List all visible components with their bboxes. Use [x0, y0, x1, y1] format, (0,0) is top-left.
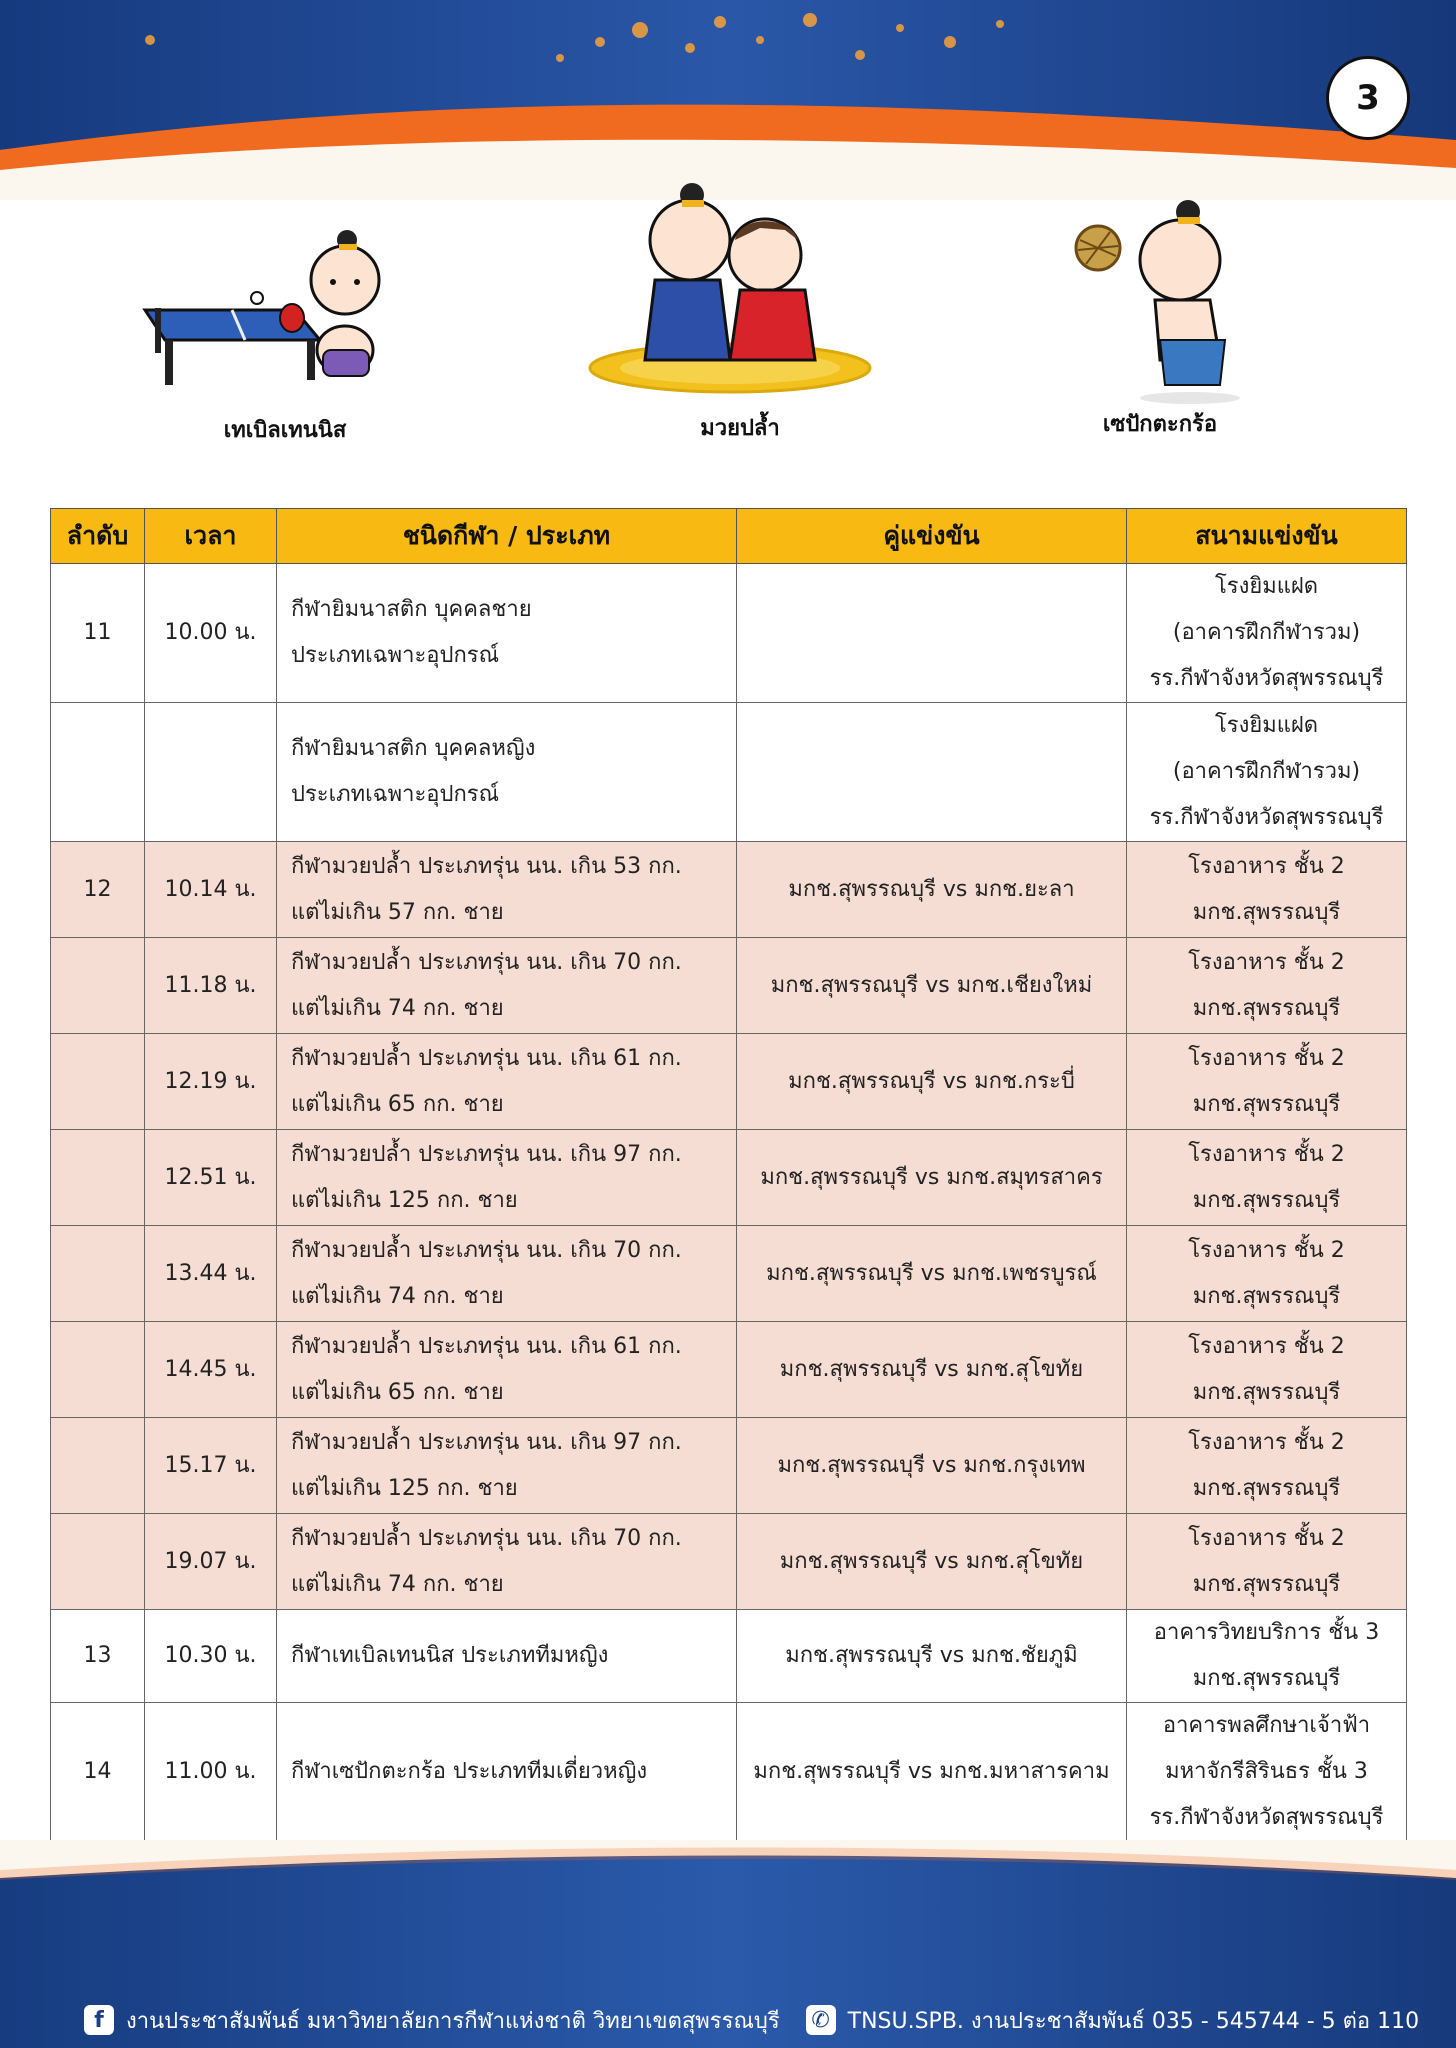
sport-caption-wrestling: มวยปล้ำ: [700, 415, 780, 441]
cell-match: [737, 1610, 1127, 1703]
cell-venue: [1127, 1322, 1407, 1418]
sport-caption-table-tennis: เทเบิลเทนนิส: [223, 417, 347, 443]
cell-order: [51, 1322, 145, 1418]
cell-venue: [1127, 1418, 1407, 1514]
header-match: คู่แข่งขัน: [737, 509, 1127, 564]
cell-time-text: 15.17 น.: [164, 1452, 257, 1478]
phone-icon: ✆: [806, 2005, 836, 2035]
cell-time-text: 11.00 น.: [164, 1759, 257, 1784]
cell-time: [145, 1226, 277, 1322]
cell-event-line: กีฬามวยปล้ำ ประเภทรุ่น นน. เกิน 61 กก.: [291, 1045, 682, 1071]
table-row: [51, 564, 1407, 703]
header-venue: สนามแข่งขัน: [1127, 509, 1407, 564]
cell-venue-line: มหาจักรีสิรินธร ชั้น 3: [1165, 1759, 1368, 1784]
cell-time-text: 11.18 น.: [164, 972, 257, 998]
cell-venue-line: โรงอาหาร ชั้น 2: [1188, 949, 1345, 975]
cell-match-text: มกช.สุพรรณบุรี vs มกช.เพชรบูรณ์: [766, 1260, 1097, 1286]
cell-event-line: แต่ไม่เกิน 74 กก. ชาย: [291, 1283, 504, 1309]
schedule-body: [51, 564, 1407, 1842]
cell-time: [145, 842, 277, 938]
cell-venue: [1127, 1610, 1407, 1703]
cell-time: [145, 1418, 277, 1514]
cell-event: [277, 703, 737, 842]
cell-venue-line: (อาคารฝึกกีฬารวม): [1172, 620, 1361, 645]
cell-match: [737, 1418, 1127, 1514]
cell-venue: [1127, 842, 1407, 938]
cell-match: [737, 1703, 1127, 1842]
cell-venue-line: (อาคารฝึกกีฬารวม): [1172, 759, 1361, 784]
cell-event: [277, 1610, 737, 1703]
table-row: [51, 1322, 1407, 1418]
cell-time-text: 12.51 น.: [164, 1164, 257, 1190]
cell-event-line: กีฬายิมนาสติก บุคคลหญิง: [291, 736, 536, 761]
cell-event-line: กีฬาเทเบิลเทนนิส ประเภททีมหญิง: [291, 1643, 609, 1668]
cell-match: [737, 938, 1127, 1034]
wrestling-mascots-icon: [580, 170, 880, 395]
page-number: 3: [1326, 56, 1410, 140]
cell-venue-line: โรงอาหาร ชั้น 2: [1188, 853, 1345, 879]
cell-match: [737, 1226, 1127, 1322]
cell-order-text: 12: [83, 876, 112, 902]
cell-time-text: 10.00 น.: [164, 620, 257, 645]
cell-time-text: 10.14 น.: [164, 876, 257, 902]
cell-venue-line: รร.กีฬาจังหวัดสุพรรณบุรี: [1149, 1805, 1384, 1830]
cell-venue-line: มกช.สุพรรณบุรี: [1192, 1379, 1341, 1405]
cell-event: [277, 1130, 737, 1226]
cell-event: [277, 938, 737, 1034]
cell-event: [277, 1418, 737, 1514]
header-time: เวลา: [145, 509, 277, 564]
cell-time: [145, 1034, 277, 1130]
cell-match-text: มกช.สุพรรณบุรี vs มกช.มหาสารคาม: [753, 1759, 1110, 1784]
cell-venue: [1127, 1703, 1407, 1842]
cell-match-text: มกช.สุพรรณบุรี vs มกช.ยะลา: [788, 876, 1075, 902]
cell-order-text: 11: [83, 620, 112, 645]
cell-event-line: แต่ไม่เกิน 65 กก. ชาย: [291, 1379, 504, 1405]
cell-order: [51, 842, 145, 938]
cell-event: [277, 1034, 737, 1130]
footer-phone-text: TNSU.SPB. งานประชาสัมพันธ์ 035 - 545744 - 5 ต่อ 110: [847, 2008, 1420, 2034]
cell-time-text: 14.45 น.: [164, 1356, 257, 1382]
cell-venue-line: โรงอาหาร ชั้น 2: [1188, 1045, 1345, 1071]
cell-venue: [1127, 703, 1407, 842]
cell-venue-line: โรงอาหาร ชั้น 2: [1188, 1333, 1345, 1359]
cell-event: [277, 1322, 737, 1418]
cell-venue-line: รร.กีฬาจังหวัดสุพรรณบุรี: [1149, 666, 1384, 691]
cell-event-line: แต่ไม่เกิน 74 กก. ชาย: [291, 995, 504, 1021]
cell-time-text: 19.07 น.: [164, 1548, 257, 1574]
cell-venue-line: มกช.สุพรรณบุรี: [1192, 1283, 1341, 1309]
cell-match-text: มกช.สุพรรณบุรี vs มกช.สุโขทัย: [779, 1548, 1084, 1574]
cell-match: [737, 1034, 1127, 1130]
cell-order: [51, 1034, 145, 1130]
cell-event-line: กีฬามวยปล้ำ ประเภทรุ่น นน. เกิน 97 กก.: [291, 1429, 682, 1455]
table-row: [51, 1130, 1407, 1226]
cell-time: [145, 1610, 277, 1703]
cell-venue: [1127, 1130, 1407, 1226]
cell-venue: [1127, 1226, 1407, 1322]
cell-event-line: กีฬามวยปล้ำ ประเภทรุ่น นน. เกิน 53 กก.: [291, 853, 682, 879]
cell-event-line: กีฬาเซปักตะกร้อ ประเภททีมเดี่ยวหญิง: [291, 1759, 648, 1784]
table-header-row: [51, 509, 1407, 564]
cell-match: [737, 842, 1127, 938]
table-row: [51, 1703, 1407, 1842]
cell-time: [145, 938, 277, 1034]
cell-event-line: กีฬามวยปล้ำ ประเภทรุ่น นน. เกิน 70 กก.: [291, 1237, 682, 1263]
cell-venue-line: มกช.สุพรรณบุรี: [1192, 1571, 1341, 1597]
cell-event-line: กีฬายิมนาสติก บุคคลชาย: [291, 597, 532, 622]
table-row: [51, 1418, 1407, 1514]
cell-venue: [1127, 938, 1407, 1034]
footer-facebook-text[interactable]: งานประชาสัมพันธ์ มหาวิทยาลัยการกีฬาแห่งชาติ วิทยาเขตสุพรรณบุรี: [126, 2008, 780, 2034]
cell-event-line: แต่ไม่เกิน 57 กก. ชาย: [291, 899, 504, 925]
table-row: [51, 1226, 1407, 1322]
cell-event-line: แต่ไม่เกิน 125 กก. ชาย: [291, 1187, 518, 1213]
cell-venue-line: มกช.สุพรรณบุรี: [1192, 899, 1341, 925]
cell-time-text: 10.30 น.: [164, 1643, 257, 1668]
header-event: ชนิดกีฬา / ประเภท: [277, 509, 737, 564]
cell-match: [737, 1514, 1127, 1610]
cell-match: [737, 1322, 1127, 1418]
cell-order: [51, 938, 145, 1034]
cell-match-text: มกช.สุพรรณบุรี vs มกช.เชียงใหม่: [770, 972, 1093, 998]
cell-event-line: กีฬามวยปล้ำ ประเภทรุ่น นน. เกิน 61 กก.: [291, 1333, 682, 1359]
facebook-icon[interactable]: f: [84, 2005, 114, 2035]
cell-time: [145, 1322, 277, 1418]
cell-order: [51, 1130, 145, 1226]
cell-venue-line: อาคารพลศึกษาเจ้าฟ้า: [1162, 1713, 1371, 1738]
table-row: [51, 842, 1407, 938]
cell-event-line: แต่ไม่เกิน 125 กก. ชาย: [291, 1475, 518, 1501]
cell-event-line: กีฬามวยปล้ำ ประเภทรุ่น นน. เกิน 97 กก.: [291, 1141, 682, 1167]
cell-order: [51, 1610, 145, 1703]
cell-time-text: 12.19 น.: [164, 1068, 257, 1094]
cell-venue-line: อาคารวิทยบริการ ชั้น 3: [1153, 1620, 1380, 1645]
cell-order: [51, 703, 145, 842]
cell-time: [145, 1703, 277, 1842]
cell-time-text: 13.44 น.: [164, 1260, 257, 1286]
cell-venue-line: มกช.สุพรรณบุรี: [1192, 1187, 1341, 1213]
cell-order: [51, 1703, 145, 1842]
cell-event-line: แต่ไม่เกิน 74 กก. ชาย: [291, 1571, 504, 1597]
table-row: [51, 938, 1407, 1034]
cell-venue: [1127, 564, 1407, 703]
cell-order: [51, 564, 145, 703]
cell-venue-line: โรงอาหาร ชั้น 2: [1188, 1429, 1345, 1455]
cell-event: [277, 1703, 737, 1842]
schedule-table: [50, 508, 1407, 1842]
cell-venue-line: มกช.สุพรรณบุรี: [1192, 1475, 1341, 1501]
cell-match: [737, 1130, 1127, 1226]
cell-venue: [1127, 1034, 1407, 1130]
cell-venue-line: มกช.สุพรรณบุรี: [1192, 1666, 1341, 1691]
cell-match-text: มกช.สุพรรณบุรี vs มกช.กระบี่: [788, 1068, 1075, 1094]
cell-order: [51, 1418, 145, 1514]
cell-venue-line: รร.กีฬาจังหวัดสุพรรณบุรี: [1149, 805, 1384, 830]
cell-event-line: ประเภทเฉพาะอุปกรณ์: [291, 643, 500, 668]
cell-order-text: 13: [83, 1643, 112, 1668]
cell-time: [145, 703, 277, 842]
cell-venue-line: โรงอาหาร ชั้น 2: [1188, 1237, 1345, 1263]
cell-event-line: ประเภทเฉพาะอุปกรณ์: [291, 782, 500, 807]
cell-event: [277, 1514, 737, 1610]
cell-event: [277, 564, 737, 703]
table-row: [51, 703, 1407, 842]
sport-caption-sepak-takraw: เซปักตะกร้อ: [1102, 411, 1218, 437]
cell-event-line: กีฬามวยปล้ำ ประเภทรุ่น นน. เกิน 70 กก.: [291, 949, 682, 975]
sepak-takraw-mascot-icon: [1060, 190, 1270, 405]
cell-time: [145, 1514, 277, 1610]
cell-event-line: แต่ไม่เกิน 65 กก. ชาย: [291, 1091, 504, 1117]
cell-match: [737, 703, 1127, 842]
table-tennis-mascot-icon: [135, 210, 415, 400]
header-order: ลำดับ: [51, 509, 145, 564]
cell-venue-line: มกช.สุพรรณบุรี: [1192, 995, 1341, 1021]
cell-order: [51, 1514, 145, 1610]
cell-time: [145, 564, 277, 703]
cell-venue: [1127, 1514, 1407, 1610]
table-row: [51, 1034, 1407, 1130]
cell-venue-line: โรงยิมแฝด: [1214, 713, 1319, 738]
cell-venue-line: มกช.สุพรรณบุรี: [1192, 1091, 1341, 1117]
footer-contact: [84, 2002, 1419, 2038]
cell-event: [277, 842, 737, 938]
cell-match-text: มกช.สุพรรณบุรี vs มกช.กรุงเทพ: [777, 1452, 1086, 1478]
cell-event-line: กีฬามวยปล้ำ ประเภทรุ่น นน. เกิน 70 กก.: [291, 1525, 682, 1551]
cell-match-text: มกช.สุพรรณบุรี vs มกช.ชัยภูมิ: [785, 1643, 1078, 1668]
cell-venue-line: โรงอาหาร ชั้น 2: [1188, 1141, 1345, 1167]
table-row: [51, 1610, 1407, 1703]
cell-match-text: มกช.สุพรรณบุรี vs มกช.สุโขทัย: [779, 1356, 1084, 1382]
table-row: [51, 1514, 1407, 1610]
cell-time: [145, 1130, 277, 1226]
cell-event: [277, 1226, 737, 1322]
cell-order: [51, 1226, 145, 1322]
cell-match: [737, 564, 1127, 703]
cell-match-text: มกช.สุพรรณบุรี vs มกช.สมุทรสาคร: [760, 1164, 1103, 1190]
cell-order-text: 14: [83, 1759, 112, 1784]
cell-venue-line: โรงยิมแฝด: [1214, 574, 1319, 599]
cell-venue-line: โรงอาหาร ชั้น 2: [1188, 1525, 1345, 1551]
